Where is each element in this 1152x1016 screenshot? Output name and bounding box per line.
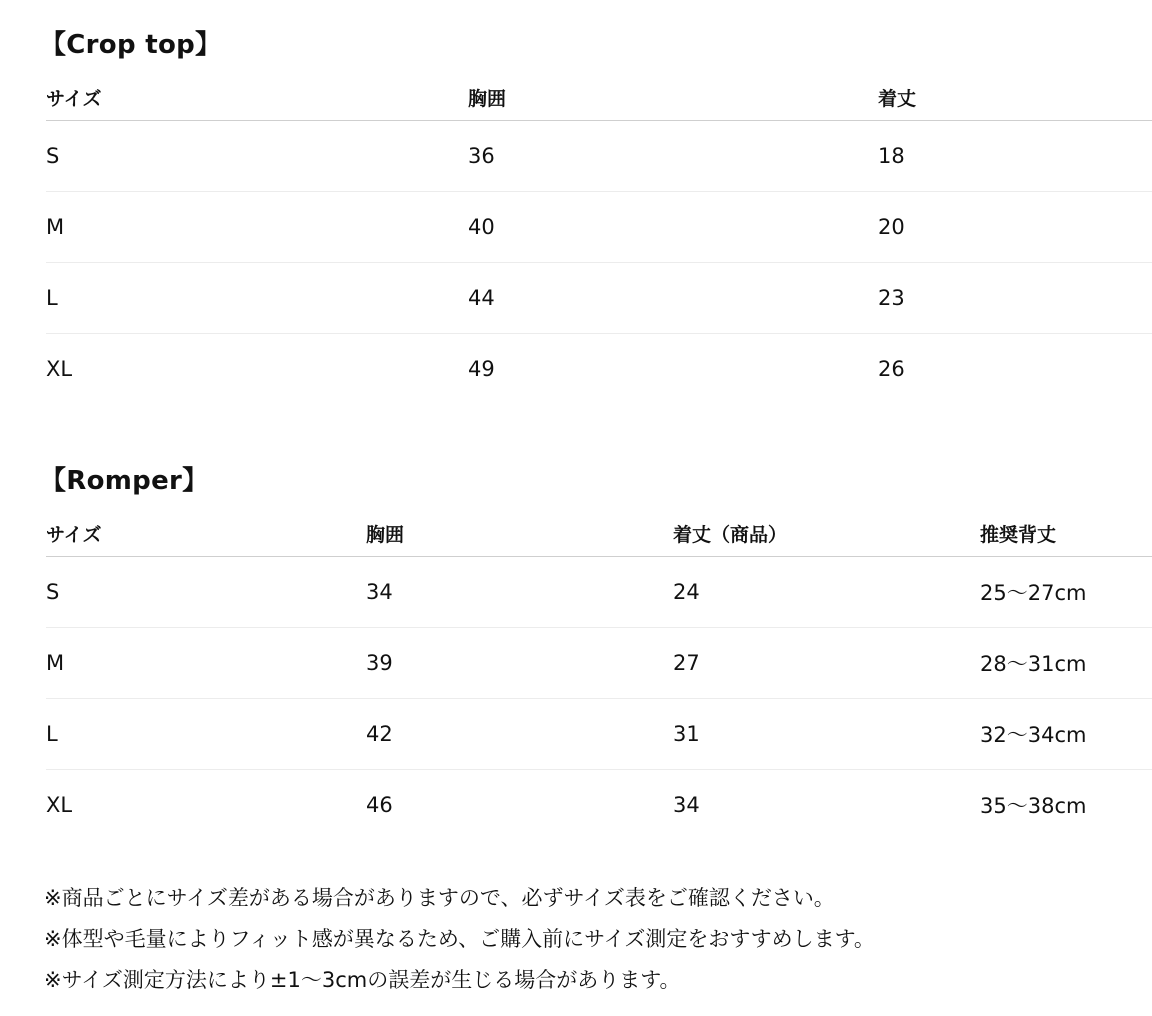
table-header-row (46, 510, 1152, 557)
size-cell: L (46, 263, 468, 334)
column-header-size: サイズ (46, 74, 468, 121)
chest-cell: 34 (366, 557, 673, 628)
table-row (46, 192, 1152, 263)
table-row (46, 557, 1152, 628)
length-cell: 24 (673, 557, 980, 628)
chest-cell: 39 (366, 628, 673, 699)
length-cell: 27 (673, 628, 980, 699)
chest-cell: 49 (468, 357, 495, 381)
chest-cell: 46 (366, 793, 393, 817)
chest-cell: 44 (468, 263, 878, 334)
recommended-back-length-cell: 25～27cm (980, 557, 1152, 628)
size-cell: S (46, 121, 468, 192)
romper-title: 【Romper】 (40, 466, 209, 496)
column-header-chest: 胸囲 (468, 74, 878, 121)
size-cell: XL (46, 357, 73, 381)
table-row (46, 121, 1152, 192)
size-cell: XL (46, 793, 73, 817)
recommended-back-length-cell: 28～31cm (980, 628, 1152, 699)
column-header-length: 着丈 (878, 74, 1152, 121)
length-cell: 31 (673, 699, 980, 770)
length-cell: 20 (878, 192, 1152, 263)
crop-top-title: 【Crop top】 (40, 30, 222, 60)
chest-cell: 42 (366, 699, 673, 770)
note-measure-before-purchase: ※体型や毛量によりフィット感が異なるため、ご購入前にサイズ測定をおすすめします。 (44, 927, 875, 951)
size-notes (44, 878, 875, 1001)
recommended-back-length-cell: 32～34cm (980, 699, 1152, 770)
table-row (46, 263, 1152, 334)
table-row (46, 628, 1152, 699)
column-header-recommended-back-length: 推奨背丈 (980, 510, 1152, 557)
length-cell: 18 (878, 121, 1152, 192)
length-cell: 23 (878, 263, 1152, 334)
table-row (46, 334, 1152, 405)
note-measurement-error: ※サイズ測定方法により±1～3cmの誤差が生じる場合があります。 (44, 968, 681, 992)
chest-cell: 36 (468, 121, 878, 192)
romper-size-table (46, 510, 1152, 840)
crop-top-size-table (46, 74, 1152, 404)
size-cell: M (46, 628, 366, 699)
table-row (46, 699, 1152, 770)
size-cell: L (46, 699, 366, 770)
table-row (46, 770, 1152, 841)
column-header-size: サイズ (46, 510, 366, 557)
column-header-chest: 胸囲 (366, 510, 673, 557)
length-cell: 26 (878, 357, 905, 381)
table-header-row (46, 74, 1152, 121)
chest-cell: 40 (468, 192, 878, 263)
note-size-variation: ※商品ごとにサイズ差がある場合がありますので、必ずサイズ表をご確認ください。 (44, 886, 835, 910)
size-cell: M (46, 192, 468, 263)
size-cell: S (46, 557, 366, 628)
recommended-back-length-cell: 35～38cm (980, 794, 1087, 818)
length-cell: 34 (673, 793, 700, 817)
column-header-length: 着丈（商品） (673, 510, 980, 557)
